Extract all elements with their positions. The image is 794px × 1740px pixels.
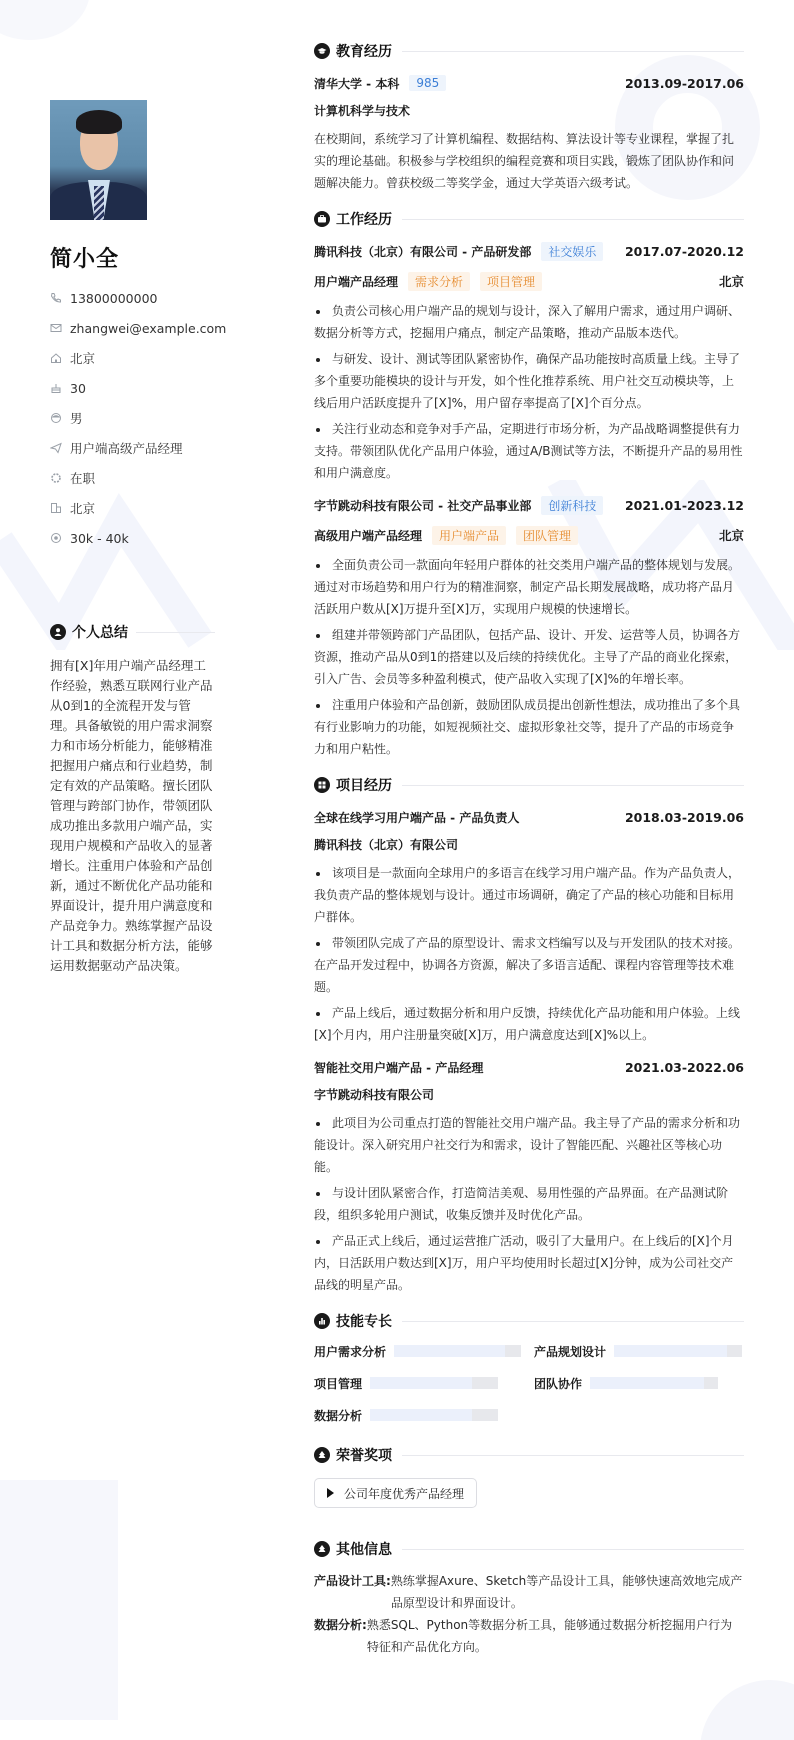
project-entry <box>314 1056 744 1296</box>
info-phone: 13800000000 <box>50 283 215 313</box>
skills-heading: 技能专长 <box>314 1310 744 1332</box>
projects-section <box>314 774 744 1296</box>
tree-icon <box>314 1541 330 1557</box>
skill-level-bar <box>614 1345 742 1357</box>
school-name: 清华大学 - 本科 <box>314 76 400 91</box>
skill-tag: 项目管理 <box>480 272 542 291</box>
user-icon <box>50 624 66 640</box>
education-section <box>314 40 744 194</box>
home-icon <box>50 352 62 364</box>
background-decoration <box>0 0 90 40</box>
skill-level-bar <box>370 1409 498 1421</box>
major: 计算机科学与技术 <box>314 104 411 118</box>
skill-level-bar <box>370 1377 498 1389</box>
skill-tag: 需求分析 <box>408 272 470 291</box>
skill-item: 项目管理 <box>314 1374 534 1392</box>
contact-info-list <box>50 283 227 553</box>
summary-section <box>50 622 215 976</box>
list-item: 与研发、设计、测试等团队紧密协作，确保产品功能按时高质量上线。主导了多个重要功能模块的设计与开发，如个性化推荐系统、用户社交互动模块等，上线后用户活跃度提升了[X]%，用户留存率提高了[X]个百分点。 <box>314 348 744 414</box>
info-salary: 30k - 40k <box>50 523 215 553</box>
job-position: 高级用户端产品经理 <box>314 528 423 543</box>
work-bullets <box>314 300 744 484</box>
info-city: 北京 <box>50 493 215 523</box>
mail-icon <box>50 322 62 334</box>
other-info-item: 数据分析: 熟悉SQL、Python等数据分析工具，能够通过数据分析挖掘用户行为特征和产品优化方向。 <box>314 1618 733 1654</box>
info-position: 用户端高级产品经理 <box>50 433 215 463</box>
work-location: 北京 <box>718 528 744 543</box>
salary-icon <box>50 532 62 544</box>
info-location: 北京 <box>50 343 215 373</box>
project-name: 全球在线学习用户端产品 - 产品负责人 <box>314 810 520 825</box>
projects-heading: 项目经历 <box>314 774 744 796</box>
resume-main <box>314 40 744 1672</box>
project-bullets <box>314 1112 744 1296</box>
work-section <box>314 208 744 760</box>
project-date: 2018.03-2019.06 <box>624 809 744 825</box>
project-entry <box>314 806 744 1046</box>
list-item: 关注行业动态和竞争对手产品，定期进行市场分析，为产品战略调整提供有力支持。带领团队优化产品用户体验，通过A/B测试等方法，不断提升产品的易用性和用户满意度。 <box>314 418 744 484</box>
summary-heading: 个人总结 <box>50 622 215 642</box>
work-entry <box>314 240 744 484</box>
skills-section <box>314 1310 744 1424</box>
other-info-item: 产品设计工具: 熟练掌握Axure、Sketch等产品设计工具，能够快速高效地完成产品原型设计和界面设计。 <box>314 1574 743 1610</box>
company-name: 腾讯科技（北京）有限公司 - 产品研发部 <box>314 244 532 259</box>
candidate-name: 简小全 <box>50 247 120 272</box>
awards-section <box>314 1444 744 1524</box>
skills-grid <box>314 1342 744 1424</box>
info-status: 在职 <box>50 463 215 493</box>
project-company: 腾讯科技（北京）有限公司 <box>314 838 459 852</box>
info-age: 30 <box>50 373 215 403</box>
work-location: 北京 <box>718 274 744 289</box>
award-item: 公司年度优秀产品经理 <box>314 1478 477 1508</box>
school-tag: 985 <box>409 75 446 91</box>
list-item: 全面负责公司一款面向年轻用户群体的社交类用户端产品的整体规划与发展。通过对市场趋势和用户行为的精准洞察，制定产品长期发展战略，成功将产品月活跃用户数从[X]万提升至[X]万，实现用户规模的快速增长。 <box>314 554 744 620</box>
skill-item: 产品规划设计 <box>534 1342 744 1360</box>
bar-chart-icon <box>314 1313 330 1329</box>
skill-tag: 团队管理 <box>516 526 578 545</box>
industry-tag: 创新科技 <box>541 496 603 515</box>
list-item: 此项目为公司重点打造的智能社交用户端产品。我主导了产品的需求分析和功能设计。深入研究用户社交行为和需求，设计了智能匹配、兴趣社区等核心功能。 <box>314 1112 744 1178</box>
cake-icon <box>50 382 62 394</box>
other-info-section <box>314 1538 744 1658</box>
play-icon <box>327 1488 334 1498</box>
education-description: 在校期间，系统学习了计算机编程、数据结构、算法设计等专业课程，掌握了扎实的理论基础。积极参与学校组织的编程竞赛和项目实践，锻炼了团队协作和问题解决能力。曾获校级二等奖学金，通过大学英语六级考试。 <box>314 132 735 190</box>
list-item: 带领团队完成了产品的原型设计、需求文档编写以及与开发团队的技术对接。在产品开发过程中，协调各方资源，解决了多语言适配、课程内容管理等技术难题。 <box>314 932 744 998</box>
phone-icon <box>50 292 62 304</box>
background-decoration <box>0 1480 118 1720</box>
summary-text: 拥有[X]年用户端产品经理工作经验，熟悉互联网行业产品从0到1的全流程开发与管理。具备敏锐的用户需求洞察力和市场分析能力，能够精准把握用户痛点和行业趋势，制定有效的产品策略。擅长团队管理与跨部门协作，带领团队成功推出多款用户端产品，实现用户规模和产品收入的显著增长。注重用户体验和产品创新，通过不断优化产品功能和界面设计，提升用户满意度和产品竞争力。熟练掌握产品设计工具和数据分析方法，能够运用数据驱动产品决策。 <box>50 658 213 973</box>
grid-icon <box>314 777 330 793</box>
skill-item: 用户需求分析 <box>314 1342 534 1360</box>
list-item: 注重用户体验和产品创新，鼓励团队成员提出创新性想法，成功推出了多个具有行业影响力的功能，如短视频社交、虚拟形象社交等，提升了产品的市场竞争力和用户粘性。 <box>314 694 744 760</box>
awards-heading: 荣誉奖项 <box>314 1444 744 1466</box>
send-icon <box>50 442 62 454</box>
skill-level-bar <box>590 1377 718 1389</box>
project-date: 2021.03-2022.06 <box>624 1059 744 1075</box>
skill-level-bar <box>394 1345 521 1357</box>
education-heading: 教育经历 <box>314 40 744 62</box>
education-row <box>314 72 744 94</box>
graduation-cap-icon <box>314 43 330 59</box>
list-item: 组建并带领跨部门产品团队，包括产品、设计、开发、运营等人员，协调各方资源，推动产品从0到1的搭建以及后续的持续优化。主导了产品的商业化探索，引入广告、会员等多种盈利模式，使产品收入实现了[X]%的年增长率。 <box>314 624 744 690</box>
work-date: 2017.07-2020.12 <box>624 243 744 259</box>
education-date: 2013.09-2017.06 <box>624 75 744 91</box>
work-date: 2021.01-2023.12 <box>624 497 744 513</box>
briefcase-icon <box>314 211 330 227</box>
other-info-heading: 其他信息 <box>314 1538 744 1560</box>
avatar <box>50 100 147 220</box>
list-item: 产品上线后，通过数据分析和用户反馈，持续优化产品功能和用户体验。上线[X]个月内，用户注册量突破[X]万，用户满意度达到[X]%以上。 <box>314 1002 744 1046</box>
list-item: 产品正式上线后，通过运营推广活动，吸引了大量用户。在上线后的[X]个月内，日活跃用户数达到[X]万，用户平均使用时长超过[X]分钟，成为公司社交产品线的明星产品。 <box>314 1230 744 1296</box>
skill-tag: 用户端产品 <box>432 526 506 545</box>
project-company: 字节跳动科技有限公司 <box>314 1088 435 1102</box>
info-email: zhangwei@example.com <box>50 313 215 343</box>
project-bullets <box>314 862 744 1046</box>
list-item: 负责公司核心用户端产品的规划与设计，深入了解用户需求，通过用户调研、数据分析等方式，挖掘用户痛点，制定产品策略，推动产品版本迭代。 <box>314 300 744 344</box>
work-entry <box>314 494 744 760</box>
list-item: 与设计团队紧密合作，打造简洁美观、易用性强的产品界面。在产品测试阶段，组织多轮用户测试，收集反馈并及时优化产品。 <box>314 1182 744 1226</box>
background-decoration <box>700 1680 794 1740</box>
job-position: 用户端产品经理 <box>314 274 399 289</box>
status-icon <box>50 472 62 484</box>
list-item: 该项目是一款面向全球用户的多语言在线学习用户端产品。作为产品负责人，我负责产品的整体规划与设计。通过市场调研，确定了产品的核心功能和目标用户群体。 <box>314 862 744 928</box>
info-gender: 男 <box>50 403 215 433</box>
project-name: 智能社交用户端产品 - 产品经理 <box>314 1060 484 1075</box>
skill-item: 团队协作 <box>534 1374 744 1392</box>
company-name: 字节跳动科技有限公司 - 社交产品事业部 <box>314 498 532 513</box>
trophy-icon <box>314 1447 330 1463</box>
building-icon <box>50 502 62 514</box>
work-heading: 工作经历 <box>314 208 744 230</box>
industry-tag: 社交娱乐 <box>541 242 603 261</box>
work-bullets <box>314 554 744 760</box>
profile-sidebar <box>50 100 227 553</box>
gender-icon <box>50 412 62 424</box>
skill-item: 数据分析 <box>314 1406 534 1424</box>
